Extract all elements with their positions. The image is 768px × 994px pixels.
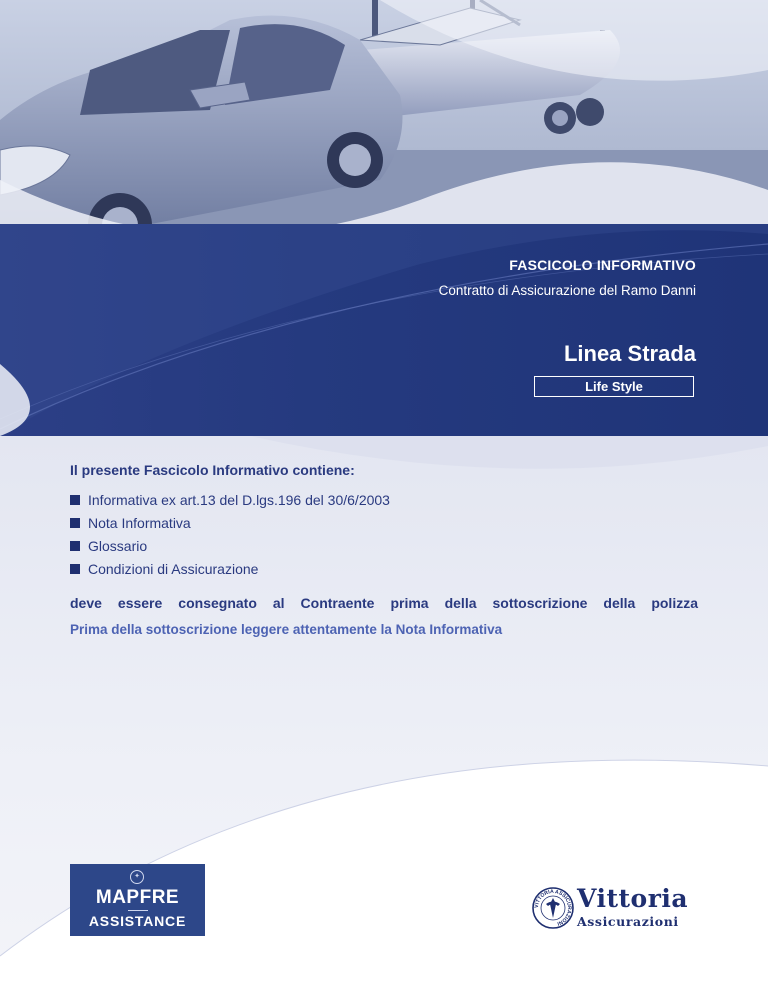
list-item-label: Nota Informativa [88,514,191,531]
list-item-label: Condizioni di Assicurazione [88,560,259,577]
contents-list [70,488,390,580]
divider [128,910,148,911]
square-bullet-icon [70,495,80,505]
vittoria-logo-subtitle: Assicurazioni [577,914,679,929]
mapfre-logo-line2: ASSISTANCE [88,913,187,929]
document-type: FASCICOLO INFORMATIVO [509,257,696,273]
list-item [70,511,390,534]
delivery-note: deve essere consegnato al Contraente prima della sottoscrizione della polizza [70,595,698,611]
product-edition-badge: Life Style [534,376,694,397]
title-band [0,224,768,436]
list-item [70,534,390,557]
square-bullet-icon [70,518,80,528]
svg-text:VITTORIA ASSICURAZIONI: VITTORIA ASSICURAZIONI [533,888,573,927]
square-bullet-icon [70,541,80,551]
product-title: Linea Strada [563,341,696,366]
mapfre-logo-line1: MAPFRE [95,887,180,908]
reading-advice: Prima della sottoscrizione leggere attentamente la Nota Informativa [70,622,503,637]
list-item [70,557,390,580]
list-item [70,488,390,511]
square-bullet-icon [70,564,80,574]
contents-intro: Il presente Fascicolo Informativo contiene: [70,462,355,478]
vittoria-logo-name: Vittoria [577,884,689,913]
band-swoosh-decoration [0,224,768,436]
mapfre-emblem-icon: ✦ [130,870,144,884]
vittoria-seal-icon [532,887,574,929]
mapfre-assistance-logo [70,864,205,936]
document-subtitle: Contratto di Assicurazione del Ramo Danni [438,283,696,298]
list-item-label: Informativa ex art.13 del D.lgs.196 del 30/6/2003 [88,491,390,508]
list-item-label: Glossario [88,537,148,554]
